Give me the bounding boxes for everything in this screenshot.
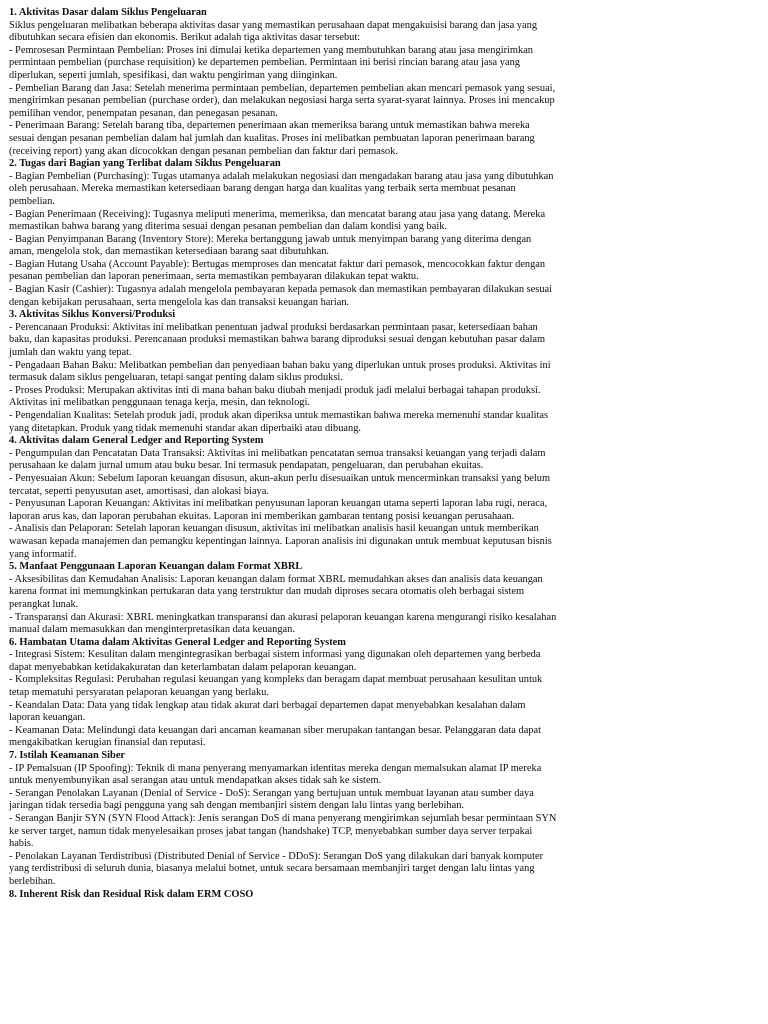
paragraph: - Serangan Banjir SYN (SYN Flood Attack): Jenis serangan DoS di mana penyerang mengirimkan sejumlah besar permintaan SYN ke server target, namun tidak menyelesaikan proses jabat tangan (handshake) TCP, menyebabkan sumber daya server terpakai habis.	[9, 813, 557, 850]
paragraph: - Pemrosesan Permintaan Pembelian: Proses ini dimulai ketika departemen yang membutuhkan barang atau jasa mengirimkan permintaan pembelian (purchase requisition) ke departemen pembelian. Permintaan ini berisi rincian barang atau jasa yang diperlukan, seperti jumlah, spesifikasi, dan waktu pengiriman yang diinginkan.	[9, 44, 534, 81]
paragraph: - Pengumpulan dan Pencatatan Data Transaksi: Aktivitas ini melibatkan pencatatan semua transaksi keuangan yang terjadi dalam perusahaan ke dalam jurnal umum atau buku besar. Ini termasuk pendapatan, pengeluaran, dan perubahan ekuitas.	[9, 447, 546, 472]
section-heading: 3. Aktivitas Siklus Konversi/Produksi	[9, 309, 176, 321]
paragraph: - Integrasi Sistem: Kesulitan dalam mengintegrasikan berbagai sistem informasi yang digunakan oleh departemen yang berbeda dapat menyebabkan ketidakakuratan dan keterlambatan dalam pelaporan keuangan.	[9, 649, 541, 673]
paragraph: - IP Pemalsuan (IP Spoofing): Teknik di mana penyerang menyamarkan identitas mereka dengan memalsukan alamat IP mereka untuk menyembunyikan asal serangan atau untuk mendapatkan akses tidak sah ke sistem.	[9, 762, 542, 787]
section-heading: 8. Inherent Risk dan Residual Risk dalam ERM COSO	[9, 888, 254, 900]
paragraph: - Keamanan Data: Melindungi data keuangan dari ancaman keamanan siber merupakan tantangan besar. Pelanggaran data dapat mengakibatkan kerugian finansial dan reputasi.	[9, 724, 542, 749]
paragraph: - Penerimaan Barang: Setelah barang tiba, departemen penerimaan akan memeriksa barang untuk memastikan bahwa mereka sesuai dengan pesanan pembelian dalam hal jumlah dan kualitas. Proses ini melibatkan pembuatan laporan penerimaan barang (receiving report) yang akan dicocokkan dengan pesanan pembelian dan faktur dari pemasok.	[9, 120, 535, 157]
paragraph: - Serangan Penolakan Layanan (Denial of Service - DoS): Serangan yang bertujuan untuk membuat layanan atau sumber daya jaringan tidak tersedia bagi pengguna yang sah dengan membanjiri sistem dengan lalu lintas yang berlebihan.	[9, 787, 534, 812]
section-heading: 6. Hambatan Utama dalam Aktivitas General Ledger and Reporting System	[9, 636, 346, 648]
section-heading: 2. Tugas dari Bagian yang Terlibat dalam Siklus Pengeluaran	[9, 158, 281, 170]
section-heading: 7. Istilah Keamanan Siber	[9, 750, 126, 762]
paragraph: - Bagian Kasir (Cashier): Tugasnya adalah mengelola pembayaran kepada pemasok dan memastikan pembayaran dilakukan sesuai dengan kebijakan perusahaan, serta mengelola kas dan transaksi keuangan harian.	[9, 284, 553, 308]
paragraph: - Proses Produksi: Merupakan aktivitas inti di mana bahan baku diubah menjadi produk jadi melalui berbagai tahapan produksi. Aktivitas ini melibatkan penggunaan tenaga kerja, mesin, dan teknologi.	[9, 384, 541, 409]
section-heading: 4. Aktivitas dalam General Ledger and Reporting System	[9, 435, 264, 447]
paragraph: - Pengadaan Bahan Baku: Melibatkan pembelian dan penyediaan bahan baku yang diperlukan untuk proses produksi. Aktivitas ini termasuk dalam siklus pengeluaran, tetapi sangat penting dalam siklus produksi.	[9, 359, 551, 384]
paragraph: - Penyesuaian Akun: Sebelum laporan keuangan disusun, akun-akun perlu disesuaikan untuk mencerminkan transaksi yang belum tercatat, seperti penyusutan aset, amortisasi, dan alokasi biaya.	[9, 472, 551, 497]
paragraph: - Pembelian Barang dan Jasa: Setelah menerima permintaan pembelian, departemen pembelian akan mencari pemasok yang sesuai, mengirimkan pesanan pembelian (purchase order), dan melakukan negosiasi harga serta syarat-syarat lainnya. Proses ini mencakup pemilihan vendor, penempatan pesanan, dan penegasan pesanan.	[9, 82, 556, 119]
paragraph: - Bagian Penerimaan (Receiving): Tugasnya meliputi menerima, memeriksa, dan mencatat barang atau jasa yang datang. Mereka memastikan bahwa barang yang diterima sesuai dengan pesanan pembelian dan dalam kondisi yang baik.	[9, 208, 546, 233]
paragraph: - Penyusunan Laporan Keuangan: Aktivitas ini melibatkan penyusunan laporan keuangan utama seperti laporan laba rugi, neraca, laporan arus kas, dan laporan perubahan ekuitas. Laporan ini memberikan gambaran tentang posisi keuangan perusahaan.	[9, 498, 548, 522]
section-heading: 1. Aktivitas Dasar dalam Siklus Pengeluaran	[9, 7, 207, 18]
paragraph: - Penolakan Layanan Terdistribusi (Distributed Denial of Service - DDoS): Serangan DoS yang dilakukan dari banyak komputer yang terdistribusi di seluruh dunia, biasanya melalui botnet, untuk secara bersamaan membanjiri target dengan lalu lintas yang berlebihan.	[9, 850, 544, 887]
paragraph: - Aksesibilitas dan Kemudahan Analisis: Laporan keuangan dalam format XBRL memudahkan akses dan analisis data keuangan karena format ini memungkinkan pertukaran data yang terstruktur dan mudah diproses secara otomatis oleh berbagai sistem perangkat lunak.	[9, 573, 543, 610]
paragraph: - Kompleksitas Regulasi: Perubahan regulasi keuangan yang kompleks dan beragam dapat membuat perusahaan kesulitan untuk tetap mematuhi persyaratan pelaporan keuangan yang berlaku.	[9, 674, 543, 699]
paragraph: - Perencanaan Produksi: Aktivitas ini melibatkan penentuan jadwal produksi berdasarkan permintaan pasar, ketersediaan bahan baku, dan kapasitas produksi. Perencanaan produksi memastikan bahwa barang diproduksi sesuai dengan kebutuhan pasar dalam jumlah dan waktu yang tepat.	[9, 321, 546, 359]
paragraph: - Bagian Hutang Usaha (Account Payable): Bertugas memproses dan mencatat faktur dari pemasok, mencocokkan faktur dengan pesanan pembelian dan laporan penerimaan, serta memastikan pembayaran dilakukan tepat waktu.	[9, 258, 546, 283]
paragraph: - Transparansi dan Akurasi: XBRL meningkatkan transparansi dan akurasi pelaporan keuangan karena mengurangi risiko kesalahan manual dalam memasukkan dan menginterpretasikan data keuangan.	[9, 611, 557, 636]
paragraph: - Keandalan Data: Data yang tidak lengkap atau tidak akurat dari berbagai departemen dapat menyebabkan kesalahan dalam laporan keuangan.	[9, 699, 526, 724]
document-body	[9, 7, 557, 901]
paragraph: - Analisis dan Pelaporan: Setelah laporan keuangan disusun, aktivitas ini melibatkan analisis hasil keuangan untuk memberikan wawasan kepada manajemen dan pemangku kepentingan lainnya. Laporan analisis ini digunakan untuk membuat keputusan bisnis yang informatif.	[9, 523, 552, 560]
section-heading: 5. Manfaat Penggunaan Laporan Keuangan dalam Format XBRL	[9, 561, 303, 573]
paragraph: Siklus pengeluaran melibatkan beberapa aktivitas dasar yang memastikan perusahaan dapat mengakuisisi barang dan jasa yang dibutuhkan secara efisien dan ekonomis. Berikut adalah tiga aktivitas dasar tersebut:	[9, 19, 538, 44]
paragraph: - Bagian Penyimpanan Barang (Inventory Store): Mereka bertanggung jawab untuk menyimpan barang yang diterima dengan aman, mengelola stok, dan memastikan ketersediaan barang saat dibutuhkan.	[9, 233, 532, 258]
paragraph: - Bagian Pembelian (Purchasing): Tugas utamanya adalah melakukan negosiasi dan mengadakan barang atau jasa yang dibutuhkan oleh perusahaan. Mereka memastikan ketersediaan barang dengan harga dan kualitas yang terbaik serta membuat pesanan pembelian.	[9, 170, 554, 207]
paragraph: - Pengendalian Kualitas: Setelah produk jadi, produk akan diperiksa untuk memastikan bahwa mereka memenuhi standar kualitas yang ditetapkan. Produk yang tidak memenuhi standar akan diperbaiki atau dibuang.	[9, 410, 549, 434]
